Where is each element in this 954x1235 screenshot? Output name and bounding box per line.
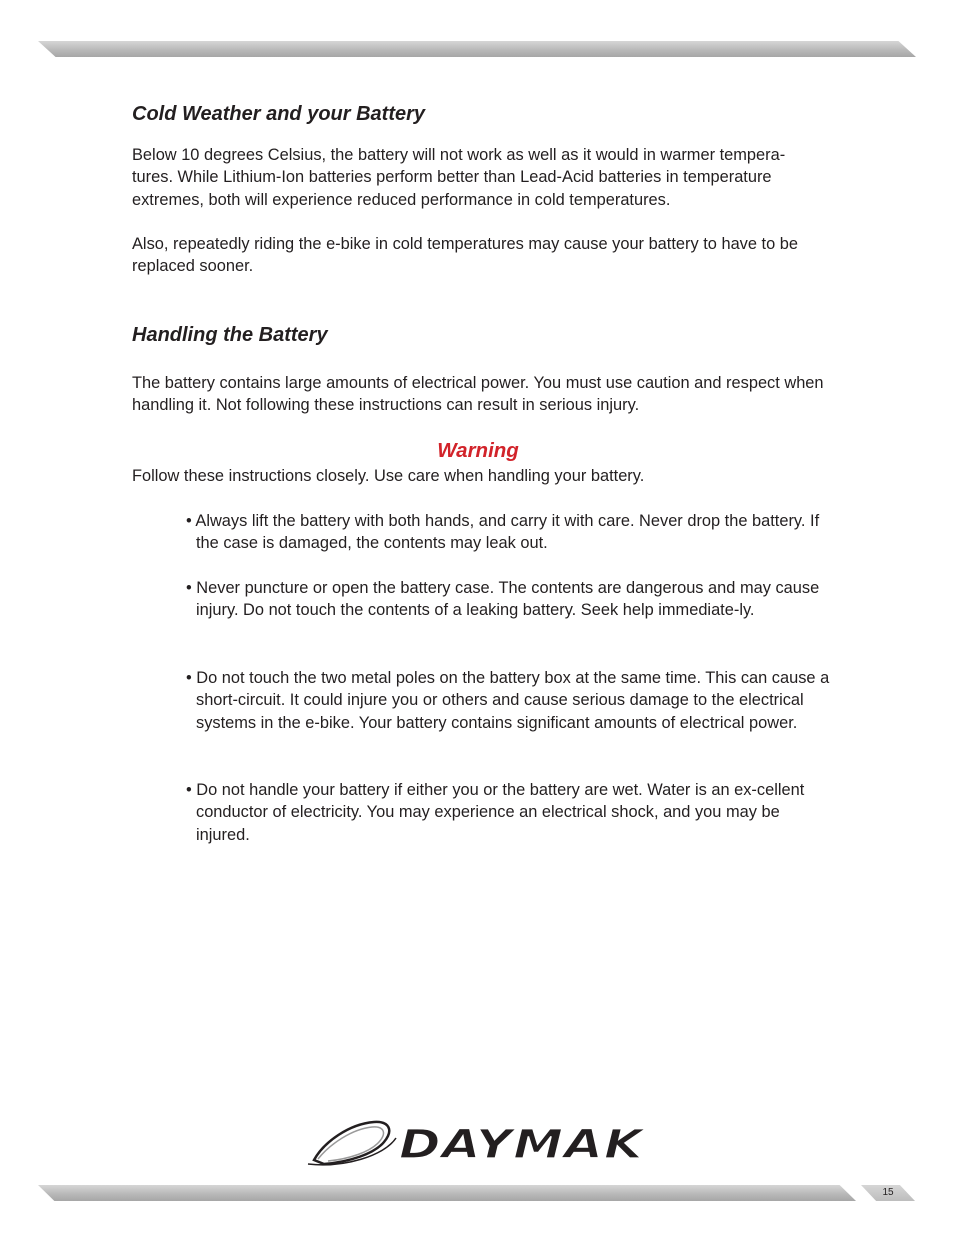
page-number: 15 [882, 1187, 894, 1198]
daymak-logo [304, 1112, 648, 1168]
bullet-item: • Do not touch the two metal poles on the battery box at the same time. This can cause a short-circuit. It could injure you or others and cause serious damage to the electrical systems in the e-bike. Your battery contains significant amounts of electrical power. [186, 669, 830, 732]
cold-weather-paragraph-1: Below 10 degrees Celsius, the battery will not work as well as it would in warmer tempera-tures. While Lithium-Ion batteries perform better than Lead-Acid batteries in temperature extremes, both will experience reduced performance in cold temperatures. [132, 146, 786, 209]
bullet-item: • Always lift the battery with both hands, and carry it with care. Never drop the battery. If the case is damaged, the contents may leak out. [186, 512, 820, 553]
cold-weather-paragraph-2: Also, repeatedly riding the e-bike in cold temperatures may cause your battery to have to be replaced sooner. [132, 235, 799, 276]
warning-intro: Follow these instructions closely. Use care when handling your battery. [132, 467, 645, 485]
logo-wordmark: DAYMAK [399, 1122, 647, 1168]
warning-title: Warning [437, 439, 519, 462]
bullet-item: • Do not handle your battery if either you or the battery are wet. Water is an ex-cellent conductor of electricity. You may experience an electrical shock, and you may be injured. [186, 781, 805, 844]
cold-weather-heading: Cold Weather and your Battery [132, 103, 426, 125]
header-bar [38, 41, 916, 57]
handling-paragraph: The battery contains large amounts of electrical power. You must use caution and respect when handling it. Not following these instructions can result in serious injury. [132, 374, 824, 415]
bullet-item: • Never puncture or open the battery case. The contents are dangerous and may cause injury. Do not touch the contents of a leaking battery. Seek help immediate-ly. [186, 579, 820, 620]
footer-bar [38, 1185, 856, 1201]
handling-heading: Handling the Battery [132, 324, 328, 346]
